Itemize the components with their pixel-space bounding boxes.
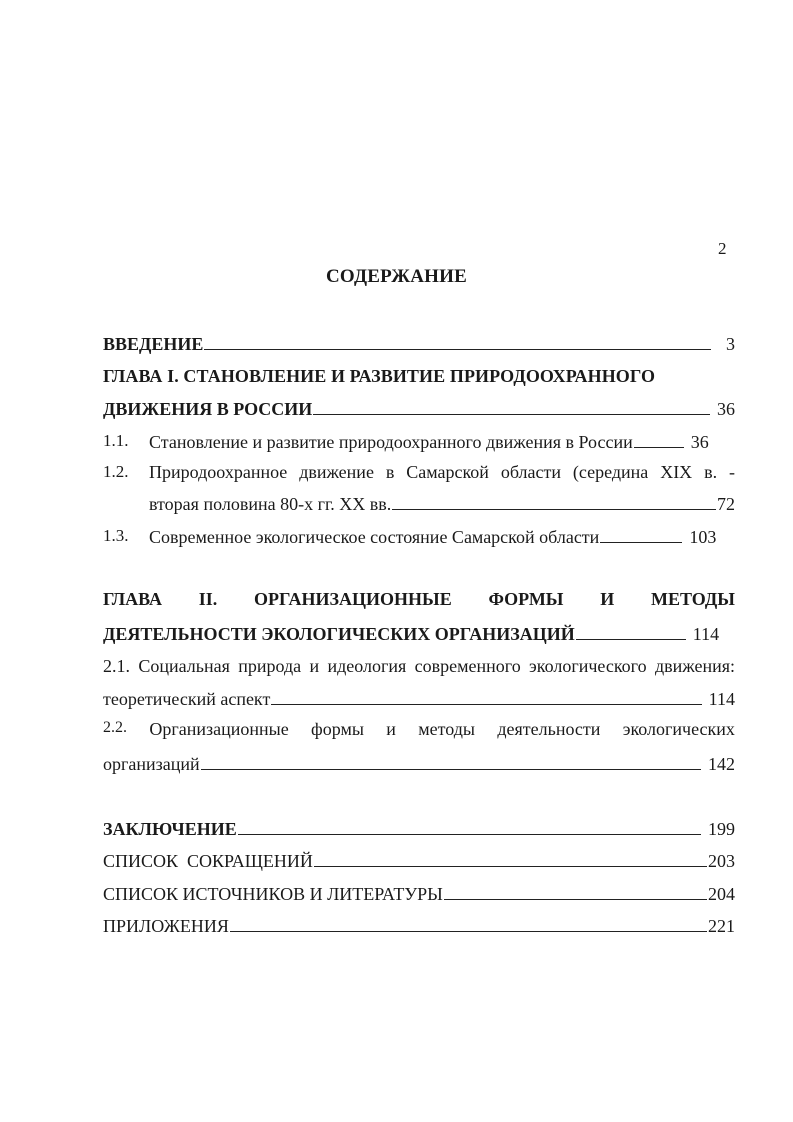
- toc-entry-section-2-1[interactable]: [103, 686, 735, 710]
- section-1-2-line1: Природоохранное движение в Самарской области (середина XIX в. -: [149, 462, 735, 482]
- toc-entry-intro[interactable]: [103, 331, 735, 355]
- toc-entry-conclusion[interactable]: [103, 816, 735, 840]
- toc-entry-page: 203: [708, 851, 735, 871]
- toc-entry-label: ВВЕДЕНИЕ: [103, 334, 204, 354]
- toc-entry-sources[interactable]: [103, 881, 735, 905]
- chapter1-heading-line2: ДВИЖЕНИЯ В РОССИИ: [103, 399, 313, 419]
- leader-line: [313, 414, 710, 415]
- text-word: и: [386, 719, 396, 739]
- toc-entry-label: организаций: [103, 754, 200, 774]
- page-title: СОДЕРЖАНИЕ: [326, 266, 467, 287]
- heading-word: ОРГАНИЗАЦИОННЫЕ: [254, 589, 452, 609]
- leader-line: [230, 931, 707, 932]
- toc-entry-label: теоретический аспект: [103, 689, 271, 709]
- chapter1-heading-line1: ГЛАВА I. СТАНОВЛЕНИЕ И РАЗВИТИЕ ПРИРОДООХРАННОГО: [103, 366, 656, 386]
- page-number: 2: [718, 239, 727, 258]
- text-word: Организационные: [149, 719, 289, 739]
- toc-entry-page: 72: [717, 494, 735, 514]
- toc-entry-label: ЗАКЛЮЧЕНИЕ: [103, 819, 237, 839]
- leader-line: [576, 639, 686, 640]
- toc-entry-label: Становление и развитие природоохранного движения в России: [149, 432, 633, 452]
- leader-line: [444, 899, 707, 900]
- text-word: методы: [418, 719, 475, 739]
- toc-entry-page: 142: [708, 754, 735, 774]
- leader-line: [204, 349, 711, 350]
- toc-entry-section-1-2[interactable]: [149, 491, 735, 515]
- section-2-2-line1: [103, 719, 735, 743]
- leader-line: [314, 866, 707, 867]
- toc-entry-page: 103: [689, 527, 717, 547]
- toc-entry-chapter1[interactable]: [103, 396, 735, 420]
- toc-entry-page: 3: [726, 334, 735, 354]
- toc-entry-page: 36: [690, 432, 709, 452]
- text-word: экологических: [622, 719, 735, 739]
- toc-entry-abbreviations[interactable]: [103, 848, 735, 872]
- toc-entry-section-1-1[interactable]: [149, 429, 735, 453]
- leader-line: [201, 769, 701, 770]
- heading-word: ФОРМЫ: [488, 589, 564, 609]
- text-word: деятельности: [497, 719, 601, 739]
- text-word: формы: [311, 719, 364, 739]
- toc-entry-label: вторая половина 80-х гг. XX вв.: [149, 494, 392, 514]
- chapter2-heading-line1: [103, 589, 735, 613]
- toc-entry-section-1-3[interactable]: [149, 524, 735, 548]
- toc-entry-section-2-2[interactable]: [103, 751, 735, 775]
- section-number: 1.2.: [103, 462, 129, 481]
- leader-line: [392, 509, 716, 510]
- toc-entry-page: 199: [708, 819, 735, 839]
- heading-word: МЕТОДЫ: [651, 589, 735, 609]
- toc-entry-label: ПРИЛОЖЕНИЯ: [103, 916, 229, 936]
- heading-word: ГЛАВА: [103, 589, 163, 609]
- leader-line: [271, 704, 701, 705]
- leader-line: [600, 542, 682, 543]
- toc-entry-chapter2[interactable]: [103, 621, 735, 645]
- toc-entry-page: 221: [708, 916, 735, 936]
- heading-word: II.: [198, 589, 218, 609]
- leader-line: [634, 447, 684, 448]
- heading-word: И: [600, 589, 615, 609]
- toc-entry-label: СПИСОК СОКРАЩЕНИЙ: [103, 851, 313, 871]
- toc-entry-page: 114: [708, 689, 735, 709]
- toc-entry-page: 36: [717, 399, 735, 419]
- section-number: 1.3.: [103, 526, 129, 545]
- chapter2-heading-line2: ДЕЯТЕЛЬНОСТИ ЭКОЛОГИЧЕСКИХ ОРГАНИЗАЦИЙ: [103, 624, 575, 644]
- toc-entry-page: 114: [692, 624, 720, 644]
- toc-entry-page: 204: [708, 884, 735, 904]
- toc-entry-appendix[interactable]: [103, 913, 735, 937]
- toc-entry-label: СПИСОК ИСТОЧНИКОВ И ЛИТЕРАТУРЫ: [103, 884, 443, 904]
- section-2-1-line1: 2.1. Социальная природа и идеология современного экологического движения:: [103, 656, 735, 676]
- section-number: 1.1.: [103, 431, 129, 450]
- leader-line: [238, 834, 701, 835]
- section-number: 2.2.: [103, 719, 127, 736]
- toc-entry-label: Современное экологическое состояние Самарской области: [149, 527, 600, 547]
